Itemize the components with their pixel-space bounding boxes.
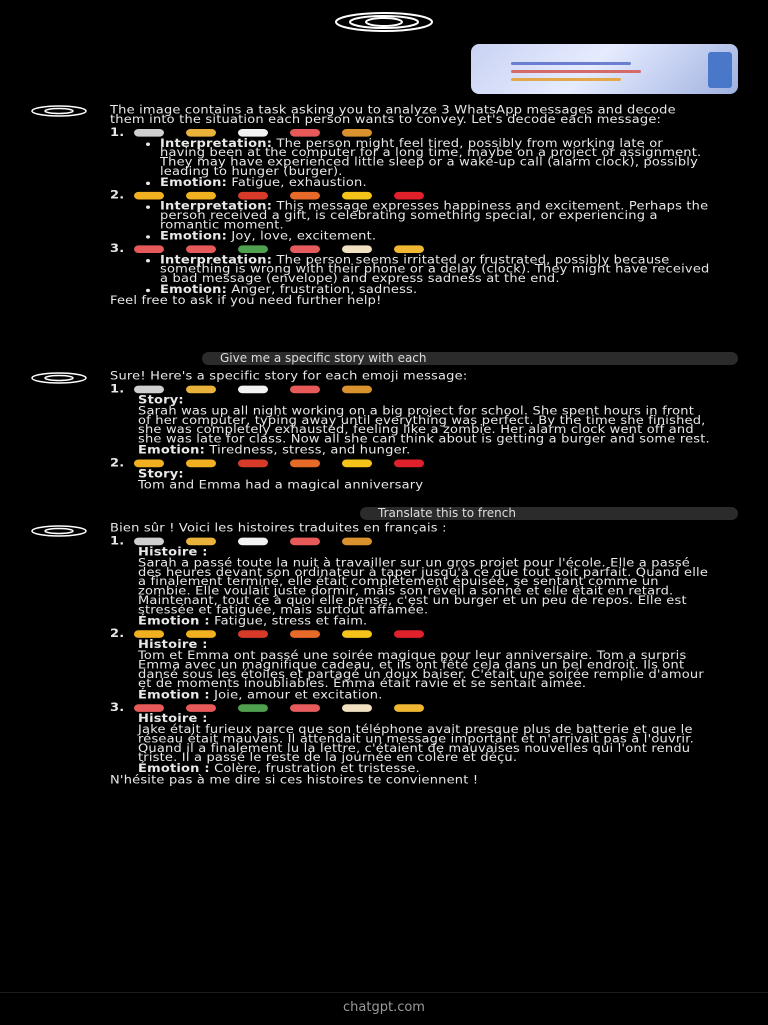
story-text: Tom and Emma had a magical anniversary [138,479,424,492]
gift-emoji-icon [238,630,268,638]
heart-eyes-emoji-icon [186,192,216,200]
emoji-sequence [110,126,710,140]
message-list [110,537,710,774]
value: Fatigue, exhaustion. [231,176,367,190]
item-details [110,253,710,297]
label: Interpretation: [160,137,273,151]
heart-eyes-emoji-icon [134,630,164,638]
monitor-emoji-icon [134,129,164,137]
item-number: 1. [110,383,125,396]
sad-emoji-icon [394,704,424,712]
value: Joy, love, excitement. [231,230,377,243]
lips-emoji-icon [394,192,424,200]
heart-eyes-emoji-icon [186,460,216,468]
angry-emoji-icon [186,704,216,712]
tired-emoji-icon [186,386,216,394]
interpretation-text [160,137,710,179]
emoji-sequence [110,701,710,715]
story-label: Histoire : [138,546,208,559]
user-message-bubble [202,352,738,365]
story-text: Tom et Emma ont passé une soirée magique pour leur anniversaire. Tom a surpris Emma avec un magnifique cadeau, et ils ont fêté cela dans un bel endroit. Ils ont dansé sous les étoiles et partagé un doux baiser. C'était une soirée remplie d'amour et de moments inoubliables. Emma était ravie et se sentait aimée. [138,649,704,691]
assistant-message-2 [110,372,710,492]
angry-emoji-icon [290,538,320,546]
emotion-text [160,176,710,190]
openai-logo-icon [332,8,436,36]
emotion-text: Émotion : Colère, frustration et tristesse. [138,762,420,776]
item-number: 2. [110,189,125,203]
letter-emoji-icon [342,245,372,253]
lips-emoji-icon [394,460,424,468]
value: This message expresses happiness and excitement. Perhaps the person received a gift, is celebrating something special, or experiencing a romantic moment. [160,200,709,232]
angry-emoji-icon [290,129,320,137]
rocket-emoji-icon [290,630,320,638]
interpretation-text [160,202,710,230]
emoji-sequence [110,189,710,203]
emotion-text [160,283,710,297]
attached-image-thumbnail[interactable] [471,44,738,94]
assistant-message-3 [110,524,710,787]
star-emoji-icon [342,630,372,638]
rocket-emoji-icon [290,192,320,200]
assistant-avatar-icon [30,103,88,117]
heart-eyes-emoji-icon [186,630,216,638]
tired-emoji-icon [186,129,216,137]
item-details [110,202,710,241]
emotion-text: Émotion : Fatigue, stress et faim. [138,614,368,628]
letter-emoji-icon [342,704,372,712]
story-text: Sarah a passé toute la nuit à travailler sur un gros projet pour l'école. Elle a passé des heures devant son ordinateur à taper jusqu'à ce que tout soit parfait. Quand elle a finalement terminé, elle était complètement épuisée, se sentant comme un zombie. Elle voulait juste dormir, mais son réveil a sonné et elle était en retard. Maintenant, tout ce à quoi elle pense, c'est un burger et un peu de repos. Elle est stressée et fatiguée, mais surtout affamée. [138,557,709,617]
message-list [110,385,710,490]
monitor-emoji-icon [134,538,164,546]
heart-eyes-emoji-icon [134,460,164,468]
angry-emoji-icon [134,704,164,712]
angry-emoji-icon [134,245,164,253]
tired-emoji-icon [186,538,216,546]
envelope-emoji-icon [290,245,320,253]
value: The person might feel tired, possibly from working late or having been at the computer for a long time, maybe on a project or assignment. They may have experienced little sleep or a wake-up call (alarm clock), possibly leading to hunger (burger). [160,137,702,179]
user-message-text: Give me a specific story with each [220,352,427,365]
label: Interpretation: [160,200,273,214]
assistant-message-1 [110,106,710,307]
emotion-text: Emotion: Tiredness, stress, and hunger. [138,444,411,457]
label: Emotion: [160,230,228,243]
skull-emoji-icon [238,386,268,394]
angry-emoji-icon [290,386,320,394]
item-number: 2. [110,627,125,641]
emoji-sequence [110,627,710,641]
gift-emoji-icon [238,192,268,200]
lips-emoji-icon [394,630,424,638]
angry-emoji-icon [186,245,216,253]
skull-emoji-icon [238,129,268,137]
emoji-sequence [110,537,710,546]
emotion-text: Émotion : Joie, amour et excitation. [138,688,383,702]
burger-emoji-icon [342,129,372,137]
message-intro: Sure! Here's a specific story for each emoji message: [110,370,468,384]
value: The person seems irritated or frustrated, possibly because something is wrong with their phone or a delay (clock). They might have received a bad message (envelope) and express sadness at the end. [160,253,710,286]
heart-eyes-emoji-icon [134,192,164,200]
gift-emoji-icon [238,460,268,468]
interpretation-text [160,253,710,286]
rocket-emoji-icon [290,460,320,468]
star-emoji-icon [342,192,372,200]
item-number: 2. [110,457,125,470]
message-closing: Feel free to ask if you need further help! [110,294,382,308]
monitor-emoji-icon [134,386,164,394]
label: Emotion: [160,176,228,190]
value: Anger, frustration, sadness. [231,283,418,297]
footer [0,992,768,1025]
footer-domain: chatgpt.com [343,1000,425,1015]
story-label: Story: [138,468,184,481]
story-label: Story: [138,394,184,407]
label: Interpretation: [160,253,273,267]
story-label: Histoire : [138,712,208,726]
label: Emotion: [160,283,228,297]
user-message-text: Translate this to french [378,507,516,520]
message-closing: N'hésite pas à me dire si ces histoires te conviennent ! [110,773,479,787]
envelope-emoji-icon [290,704,320,712]
assistant-avatar-icon [30,523,88,537]
item-number: 3. [110,701,125,715]
skull-emoji-icon [238,538,268,546]
message-intro: Bien sûr ! Voici les histoires traduites en français : [110,522,447,536]
assistant-avatar-icon [30,370,88,384]
item-number: 3. [110,242,125,256]
emoji-sequence [110,385,710,394]
user-message-bubble [360,507,738,520]
emotion-text [160,232,710,241]
message-intro: The image contains a task asking you to analyze 3 WhatsApp messages and decode them into the situation each person wants to convey. Let's decode each message: [110,104,676,127]
item-details [110,137,710,190]
item-number: 1. [110,535,125,548]
story-text: Sarah was up all night working on a big project for school. She spent hours in front of her computer, typing away until everything was perfect. By the time she finished, she was completely exhausted, feeling like a zombie. Her alarm clock went off and she was late for class. Now all she can think about is getting a burger and some rest. [138,405,710,446]
star-emoji-icon [342,460,372,468]
battery-emoji-icon [238,245,268,253]
emoji-sequence [110,459,710,468]
story-label: Histoire : [138,638,208,652]
item-number: 1. [110,126,125,140]
story-text: Jake était furieux parce que son téléphone avait presque plus de batterie et que le réseau était mauvais. Il attendait un message important et n'arrivait pas à l'ouvrir. Quand il a finalement lu la lettre, c'étaient de mauvaises nouvelles qui l'ont rendu triste. Il a passé le reste de la journée en colère et déçu. [138,723,694,765]
emoji-sequence [110,242,710,256]
message-list [110,128,710,295]
sad-emoji-icon [394,245,424,253]
battery-emoji-icon [238,704,268,712]
burger-emoji-icon [342,538,372,546]
burger-emoji-icon [342,386,372,394]
